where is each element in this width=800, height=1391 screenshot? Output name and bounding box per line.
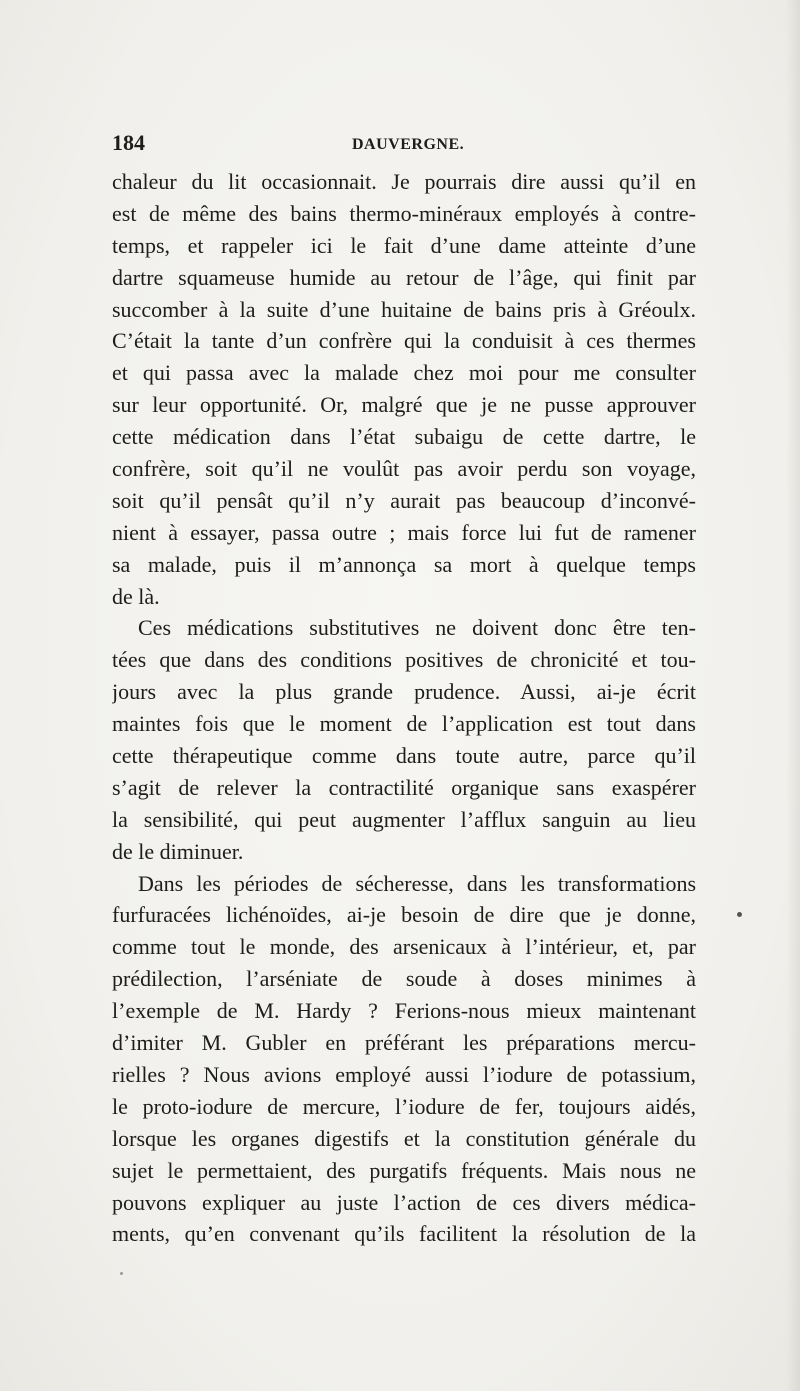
text-line: chaleur du lit occasionnait. Je pourrais dire aussi qu’il en bbox=[112, 169, 696, 194]
text-line: cette médication dans l’état subaigu de cette dartre, le bbox=[112, 424, 696, 450]
text-line: temps, et rappeler ici le fait d’une dame atteinte d’une bbox=[112, 232, 696, 258]
running-head: DAUVERGNE. bbox=[352, 136, 465, 153]
text-line: nient à essayer, passa outre ; mais force lui fut de ramener bbox=[112, 519, 696, 545]
text-line: la sensibilité, qui peut augmenter l’afflux sanguin au lieu bbox=[112, 806, 696, 832]
text-line: et qui passa avec la malade chez moi pour me consulter bbox=[112, 360, 696, 386]
text-line: ments, qu’en convenant qu’ils facilitent la résolution de la bbox=[112, 1221, 696, 1247]
text-line: sur leur opportunité. Or, malgré que je ne pusse approuver bbox=[112, 392, 696, 418]
paper-speck bbox=[120, 1272, 123, 1275]
body-text bbox=[112, 166, 696, 1250]
text-line: Dans les périodes de sécheresse, dans les transformations bbox=[138, 870, 696, 896]
text-line: jours avec la plus grande prudence. Aussi, ai-je écrit bbox=[112, 679, 696, 705]
text-line: de le diminuer. bbox=[112, 838, 244, 864]
text-line: d’imiter M. Gubler en préférant les préparations mercu- bbox=[112, 1030, 696, 1056]
text-line: soit qu’il pensât qu’il n’y aurait pas beaucoup d’inconvé- bbox=[112, 487, 696, 513]
text-line: s’agit de relever la contractilité organique sans exaspérer bbox=[112, 774, 696, 800]
paragraph bbox=[112, 868, 696, 1251]
page-edge-shadow bbox=[786, 0, 800, 1391]
text-line: comme tout le monde, des arsenicaux à l’intérieur, et, par bbox=[112, 934, 696, 960]
text-line: furfuracées lichénoïdes, ai-je besoin de dire que je donne, bbox=[112, 902, 696, 928]
text-line: de là. bbox=[112, 583, 160, 609]
text-line: succomber à la suite d’une huitaine de bains pris à Gréoulx. bbox=[112, 296, 696, 322]
text-line: lorsque les organes digestifs et la constitution générale du bbox=[112, 1125, 696, 1151]
text-line: sujet le permettaient, des purgatifs fréquents. Mais nous ne bbox=[112, 1157, 696, 1183]
text-line: sa malade, puis il m’annonça sa mort à quelque temps bbox=[112, 551, 696, 577]
text-line: le proto-iodure de mercure, l’iodure de fer, toujours aidés, bbox=[112, 1093, 696, 1119]
page-header bbox=[112, 128, 692, 158]
paper-speck bbox=[737, 912, 742, 917]
text-line: C’était la tante d’un confrère qui la conduisit à ces thermes bbox=[112, 328, 696, 354]
text-line: cette thérapeutique comme dans toute autre, parce qu’il bbox=[112, 743, 696, 769]
text-line: confrère, soit qu’il ne voulût pas avoir perdu son voyage, bbox=[112, 456, 696, 482]
text-line: tées que dans des conditions positives de chronicité et tou- bbox=[112, 647, 696, 673]
text-line: prédilection, l’arséniate de soude à doses minimes à bbox=[112, 966, 696, 992]
text-line: rielles ? Nous avions employé aussi l’iodure de potassium, bbox=[112, 1061, 696, 1087]
page-number: 184 bbox=[112, 130, 145, 155]
text-line: dartre squameuse humide au retour de l’âge, qui finit par bbox=[112, 264, 696, 290]
text-line: maintes fois que le moment de l’application est tout dans bbox=[112, 711, 696, 737]
paragraph bbox=[112, 612, 696, 867]
paragraph bbox=[112, 166, 696, 612]
text-line: l’exemple de M. Hardy ? Ferions-nous mieux maintenant bbox=[112, 998, 696, 1024]
text-line: Ces médications substitutives ne doivent donc être ten- bbox=[138, 615, 696, 641]
text-line: pouvons expliquer au juste l’action de ces divers médica- bbox=[112, 1189, 696, 1215]
text-line: est de même des bains thermo-minéraux employés à contre- bbox=[112, 200, 696, 226]
